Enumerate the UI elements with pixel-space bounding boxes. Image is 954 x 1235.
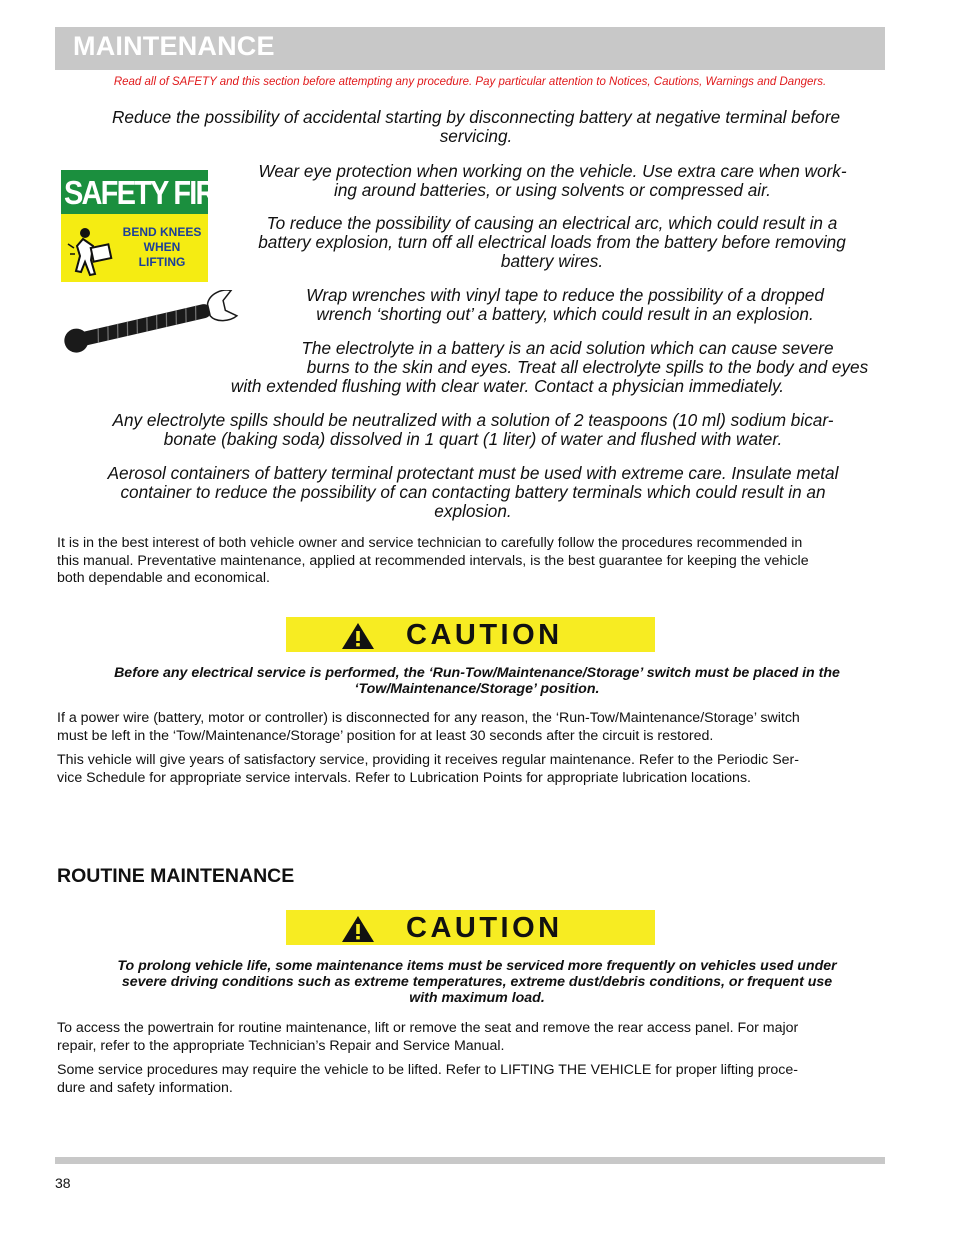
caution-label: CAUTION bbox=[406, 619, 563, 651]
page-title: MAINTENANCE bbox=[73, 31, 275, 61]
page-number: 38 bbox=[55, 1175, 71, 1191]
warning-aerosol-containers: Aerosol containers of battery terminal protectant must be used with extreme care. Insulate metal container to reduce the possibility of can contacting battery terminals which could result in an explosion. bbox=[107, 463, 839, 521]
sign-line-lifting: LIFTING bbox=[138, 255, 186, 269]
lifting-person-icon bbox=[65, 224, 117, 278]
caution-text-electrical-service: Before any electrical service is performed, the ‘Run-Tow/Maintenance/Storage’ switch must be placed in the ‘Tow/Maintenance/Storage’ position. bbox=[114, 665, 840, 697]
caution-banner-2 bbox=[286, 910, 655, 945]
sign-title: SAFETY FIRST bbox=[64, 175, 249, 212]
warning-triangle-icon bbox=[341, 915, 375, 943]
warning-eye-protection: Wear eye protection when working on the vehicle. Use extra care when work- ing around batteries, or using solvents or compressed air. bbox=[258, 161, 847, 200]
paragraph-power-wire: If a power wire (battery, motor or controller) is disconnected for any reason, the ‘Run-Tow/Maintenance/Storage’ switch must be left in the ‘Tow/Maintenance/Storage’ position for at least 30 seconds after the circuit is restored. bbox=[57, 710, 800, 744]
caution-banner-1 bbox=[286, 617, 655, 652]
page-header-bar bbox=[55, 27, 885, 70]
warning-disconnect-battery: Reduce the possibility of accidental starting by disconnecting battery at negative terminal before servicing. bbox=[111, 107, 841, 146]
section-heading-routine-maintenance: ROUTINE MAINTENANCE bbox=[57, 865, 295, 887]
footer-bar bbox=[55, 1157, 885, 1164]
paragraph-access-powertrain: To access the powertrain for routine maintenance, lift or remove the seat and remove the rear access panel. For major repair, refer to the appropriate Technician’s Repair and Service Manual. bbox=[57, 1020, 799, 1054]
caution-label: CAUTION bbox=[406, 912, 563, 944]
sign-line-bend-knees: BEND KNEES bbox=[122, 225, 202, 239]
paragraph-satisfactory-service: This vehicle will give years of satisfactory service, providing it receives regular maintenance. Refer to the Periodic Ser- vice Schedule for appropriate service intervals. Refer to Lubrication Points for appropriate lubrication locations. bbox=[57, 752, 800, 786]
warning-electrolyte-acid: The electrolyte in a battery is an acid solution which can cause severe burns to the skin and eyes. Treat all electrolyte spills to the body and eyes with extended flushing with clear water. Contact a physician immediately. bbox=[230, 338, 869, 396]
safety-first-sign bbox=[61, 170, 249, 282]
warning-triangle-icon bbox=[341, 622, 375, 650]
sign-line-when: WHEN bbox=[143, 240, 181, 254]
warning-electrolyte-spills: Any electrolyte spills should be neutralized with a solution of 2 teaspoons (10 ml) sodium bicar- bonate (baking soda) dissolved in 1 quart (1 liter) of water and flushed with water. bbox=[112, 410, 834, 449]
warning-electrical-arc: To reduce the possibility of causing an electrical arc, which could result in a battery explosion, turn off all electrical loads from the battery before removing battery wires. bbox=[258, 213, 846, 271]
paragraph-best-interest: It is in the best interest of both vehicle owner and service technician to carefully follow the procedures recommended in this manual. Preventative maintenance, applied at recommended intervals, is the best guarantee for keeping the vehicle both dependable and economical. bbox=[57, 535, 809, 586]
caution-text-severe-conditions: To prolong vehicle life, some maintenance items must be serviced more frequently on vehicles used under severe driving conditions such as extreme temperatures, extreme dust/debris conditions, or frequent use with maximum load. bbox=[117, 958, 837, 1006]
paragraph-lifting-vehicle: Some service procedures may require the vehicle to be lifted. Refer to LIFTING THE VEHICLE for proper lifting proce- dure and safety information. bbox=[57, 1062, 798, 1096]
intro-safety-note: Read all of SAFETY and this section before attempting any procedure. Pay particular attention to Notices, Cautions, Warnings and Dangers. bbox=[113, 76, 827, 88]
warning-wrap-wrenches: Wrap wrenches with vinyl tape to reduce the possibility of a dropped wrench ‘shorting out’ a battery, which could result in an explosion. bbox=[306, 285, 824, 324]
